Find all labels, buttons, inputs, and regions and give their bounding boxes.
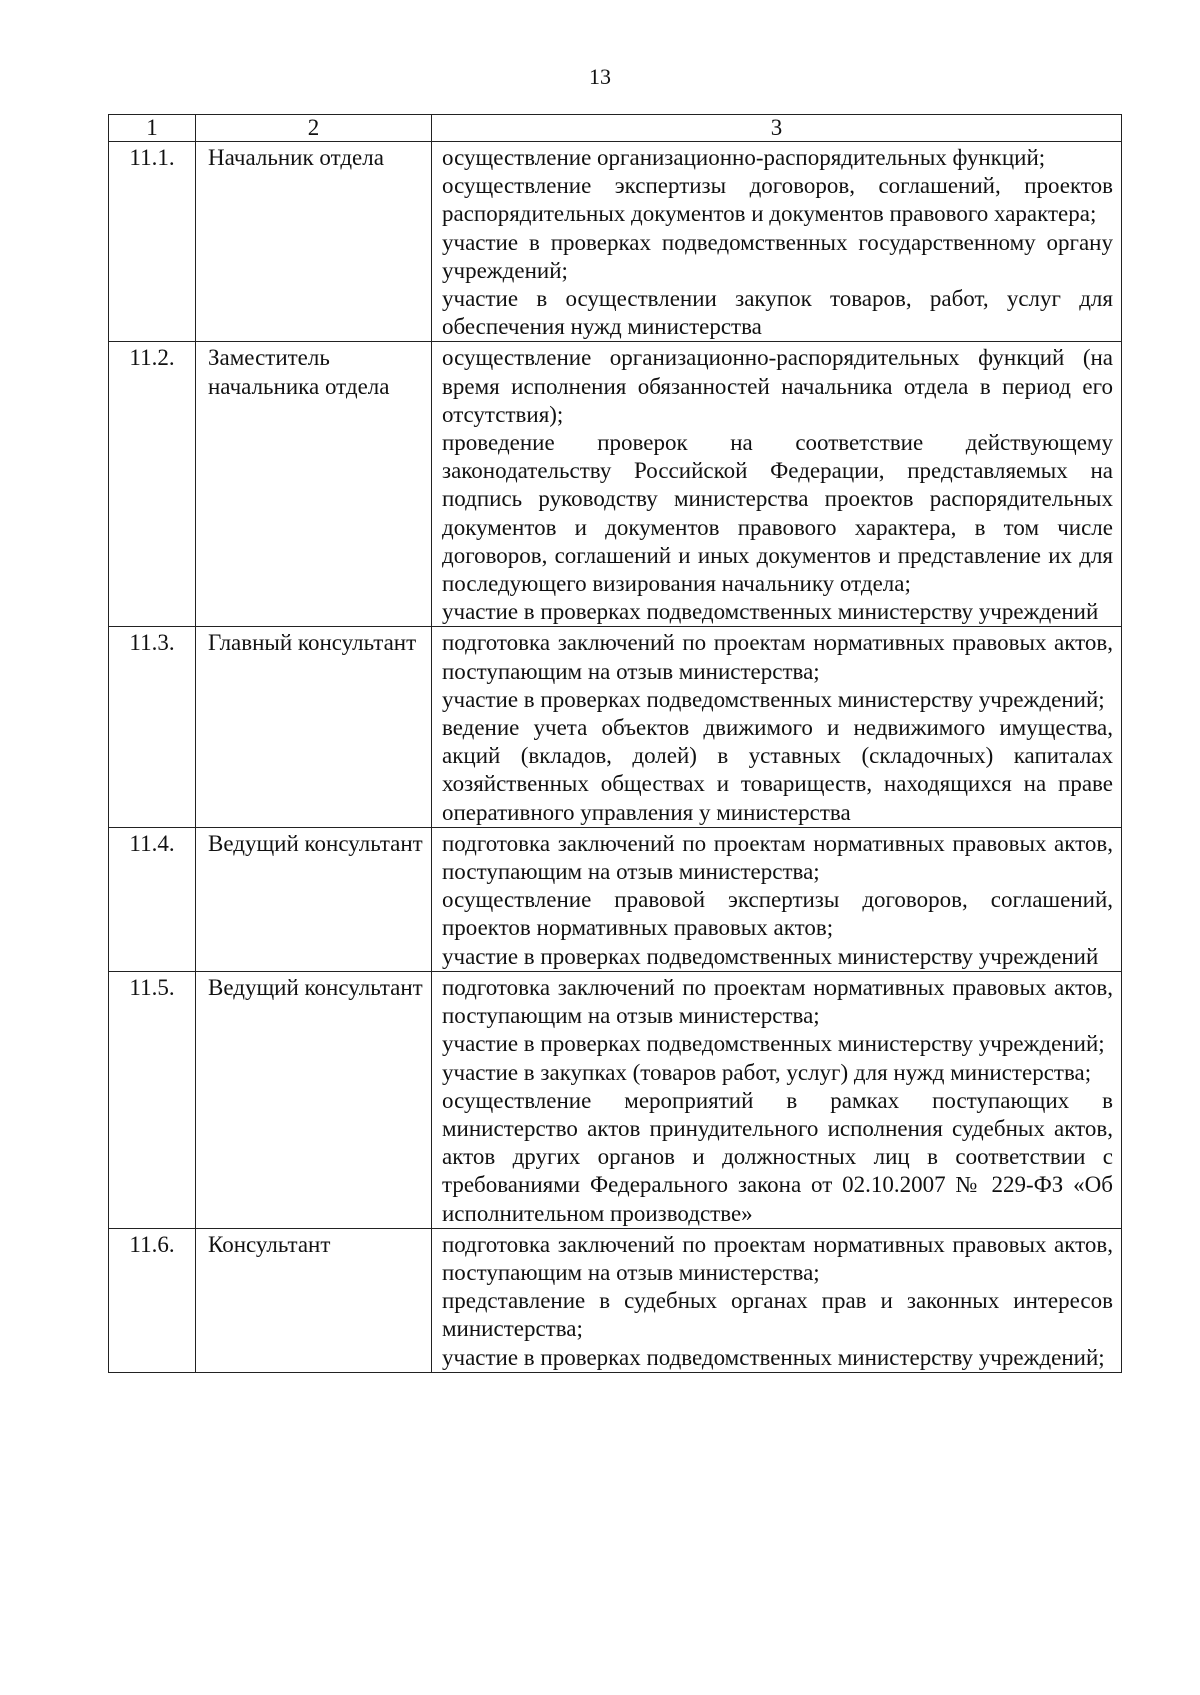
row-number: 11.2. [109, 342, 196, 627]
row-number: 11.6. [109, 1228, 196, 1372]
table-body [109, 142, 1122, 1373]
duty-item: участие в проверках подведомственных министерству учреждений; [442, 1031, 1105, 1057]
row-number: 11.1. [109, 142, 196, 342]
page-number: 13 [589, 64, 611, 89]
row-number: 11.4. [109, 827, 196, 971]
duties-cell [432, 627, 1122, 827]
duty-item: участие в проверках подведомственных министерству учреждений; [442, 686, 1105, 712]
position-title: Заместитель начальника отдела [196, 342, 432, 627]
duty-item: участие в проверках подведомственных министерству учреждений [442, 599, 1099, 625]
duty-item: подготовка заключений по проектам нормативных правовых актов, поступающим на отзыв министерства; [442, 974, 1113, 1029]
duties-cell [432, 827, 1122, 971]
position-title: Консультант [196, 1228, 432, 1372]
duty-item: участие в проверках подведомственных министерству учреждений; [442, 1344, 1105, 1370]
duty-item: подготовка заключений по проектам нормативных правовых актов, поступающим на отзыв министерства; [442, 630, 1113, 684]
table-row [109, 971, 1122, 1228]
table-row [109, 827, 1122, 971]
table-row [109, 342, 1122, 627]
table-header-row [109, 115, 1122, 142]
duty-item: участие в проверках подведомственных министерству учреждений [442, 943, 1099, 969]
column-header-duties: 3 [432, 115, 1122, 142]
table-header [109, 115, 1122, 142]
duties-cell [432, 342, 1122, 627]
duties-cell [432, 1228, 1122, 1372]
position-title: Ведущий консультант [196, 971, 432, 1228]
position-title: Начальник отдела [196, 142, 432, 342]
column-header-number: 1 [109, 115, 196, 142]
duty-item: осуществление организационно-распорядительных функций; [442, 145, 1046, 170]
duty-item: осуществление экспертизы договоров, соглашений, проектов распорядительных документов и документов правового характера; [442, 173, 1113, 227]
duties-table [108, 114, 1122, 1373]
duty-item: участие в закупках (товаров работ, услуг) для нужд министерства; [442, 1059, 1092, 1085]
position-title: Ведущий консультант [196, 827, 432, 971]
table-row [109, 142, 1122, 342]
table-row [109, 1228, 1122, 1372]
duty-item: проведение проверок на соответствие действующему законодательству Российской Федерации, представляемых на подпись руководству министерства проектов распорядительных документов и документов правового характера, в том числе договоров, соглашений и иных документов и представление их для последующего визирования начальнику отдела; [442, 430, 1113, 597]
column-header-position: 2 [196, 115, 432, 142]
duty-item: ведение учета объектов движимого и недвижимого имущества, акций (вкладов, долей) в уставных (складочных) капиталах хозяйственных обществах и товариществ, находящихся на праве оперативного управления у министерства [442, 715, 1113, 825]
duty-item: осуществление организационно-распорядительных функций (на время исполнения обязанностей начальника отдела в период его отсутствия); [442, 345, 1113, 427]
table-row [109, 627, 1122, 827]
duty-item: участие в осуществлении закупок товаров, работ, услуг для обеспечения нужд министерства [442, 286, 1113, 340]
duty-item: участие в проверках подведомственных государственному органу учреждений; [442, 229, 1113, 283]
position-title: Главный консультант [196, 627, 432, 827]
duty-item: осуществление правовой экспертизы договоров, соглашений, проектов нормативных правовых актов; [442, 887, 1113, 941]
duty-item: подготовка заключений по проектам нормативных правовых актов, поступающим на отзыв министерства; [442, 1231, 1113, 1285]
duties-cell [432, 971, 1122, 1228]
duty-item: осуществление мероприятий в рамках поступающих в министерство актов принудительного исполнения судебных актов, актов других органов и должностных лиц в соответствии с требованиями Федерального закона от 02.10.2007 № 229-ФЗ «Об исполнительном производстве» [442, 1087, 1113, 1226]
duties-cell [432, 142, 1122, 342]
duty-item: представление в судебных органах прав и законных интересов министерства; [442, 1288, 1113, 1342]
duty-item: подготовка заключений по проектам нормативных правовых актов, поступающим на отзыв министерства; [442, 830, 1113, 885]
row-number: 11.3. [109, 627, 196, 827]
row-number: 11.5. [109, 971, 196, 1228]
